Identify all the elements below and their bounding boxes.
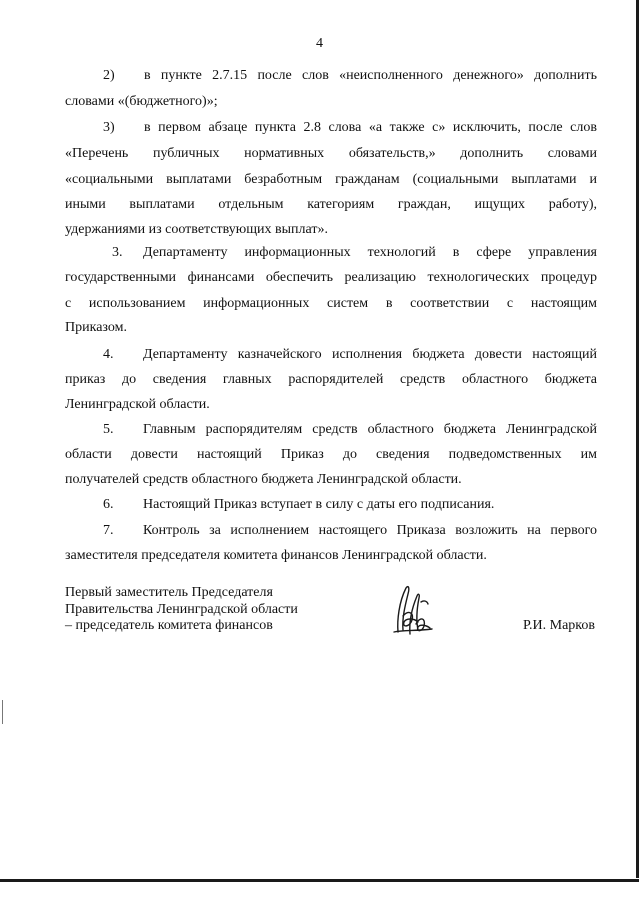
paragraph-line: «социальными выплатами безработным гражданам (социальными выплатами и [65, 172, 597, 187]
signatory-position [65, 585, 298, 635]
paragraph-line: приказ до сведения главных распорядителей средств областного бюджета [65, 372, 597, 387]
scan-edge-bottom [0, 879, 639, 882]
paragraph-line [65, 523, 597, 539]
item-text: Департаменту информационных технологий в сфере управления [143, 245, 597, 260]
item-text: Настоящий Приказ вступает в силу с даты его подписания. [143, 497, 495, 512]
paragraph-line: удержаниями из соответствующих выплат». [65, 222, 328, 237]
paragraph-line: Приказом. [65, 320, 127, 335]
signatory-name: Р.И. Марков [522, 618, 595, 633]
paragraph-line: области довести настоящий Приказ до сведения подведомственных им [65, 447, 597, 462]
item-number: 5. [103, 422, 114, 437]
item-number: 3. [112, 245, 123, 260]
paragraph-line: с использованием информационных систем в соответствии с настоящим [65, 296, 597, 311]
paragraph-line [65, 347, 597, 363]
paragraph-line [65, 245, 597, 261]
paragraph-line: Ленинградской области. [65, 397, 210, 412]
paragraph-line [65, 120, 597, 136]
paragraph-line: получателей средств областного бюджета Ленинградской области. [65, 472, 462, 487]
item-text: Департаменту казначейского исполнения бюджета довести настоящий [143, 347, 597, 362]
paragraph-line: государственными финансами обеспечить реализацию технологических процедур [65, 270, 597, 285]
item-number: 4. [103, 347, 114, 362]
item-text: Контроль за исполнением настоящего Приказа возложить на первого [143, 523, 597, 538]
paragraph-line: иными выплатами отдельным категориям граждан, ищущих работу), [65, 197, 597, 212]
paragraph-line: словами «(бюджетного)»; [65, 94, 218, 109]
item-number: 2) [103, 68, 115, 83]
signatory-position-line: Первый заместитель Председателя [65, 585, 273, 600]
handwritten-signature [388, 582, 436, 636]
item-number: 3) [103, 120, 115, 135]
item-number: 6. [103, 497, 114, 512]
item-text: Главным распорядителям средств областного бюджета Ленинградской [143, 422, 597, 437]
paragraph-line [65, 497, 597, 513]
item-number: 7. [103, 523, 114, 538]
signatory-position-line: – председатель комитета финансов [65, 618, 273, 633]
paragraph-line: «Перечень публичных нормативных обязательств,» дополнить словами [65, 146, 597, 161]
item-text: в первом абзаце пункта 2.8 слова «а также с» исключить, после слов [144, 120, 597, 135]
page-number: 4 [316, 36, 323, 51]
scan-mark-left [2, 700, 3, 724]
paragraph-line [65, 422, 597, 438]
item-text: в пункте 2.7.15 после слов «неисполненного денежного» дополнить [144, 68, 597, 83]
paragraph-line [65, 68, 597, 84]
signatory-position-line: Правительства Ленинградской области [65, 601, 298, 617]
paragraph-line: заместителя председателя комитета финансов Ленинградской области. [65, 548, 487, 563]
